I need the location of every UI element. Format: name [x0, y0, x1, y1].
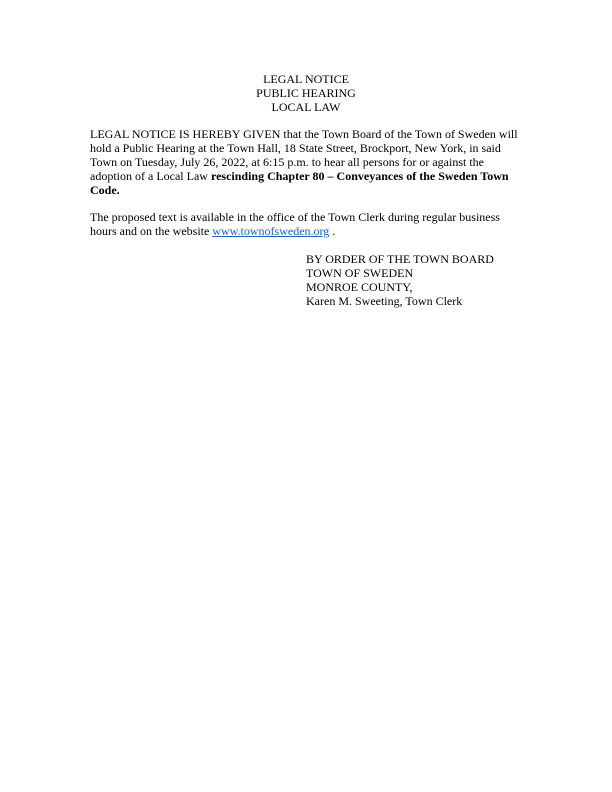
law-title-bold: rescinding Chapter 80 – Conveyances of the Sweden Town	[210, 169, 509, 183]
paragraph-line	[90, 224, 530, 238]
availability-paragraph	[90, 210, 530, 238]
heading-public-hearing: PUBLIC HEARING	[256, 86, 356, 100]
notice-heading	[0, 72, 612, 114]
signature-line-order: BY ORDER OF THE TOWN BOARD	[306, 252, 494, 266]
heading-legal-notice: LEGAL NOTICE	[263, 72, 349, 86]
signature-block	[306, 252, 586, 308]
notice-body-paragraph	[90, 127, 530, 197]
signature-line-town: TOWN OF SWEDEN	[306, 266, 414, 280]
paragraph-line: LEGAL NOTICE IS HEREBY GIVEN that the Town Board of the Town of Sweden will	[90, 127, 518, 141]
signature-line-clerk: Karen M. Sweeting, Town Clerk	[306, 294, 463, 308]
website-link[interactable]: www.townofsweden.org	[212, 224, 330, 238]
paragraph-line: hold a Public Hearing at the Town Hall, 18 State Street, Brockport, New York, in said	[90, 141, 501, 155]
paragraph-text: hours and on the website	[90, 224, 213, 238]
paragraph-text: .	[329, 224, 336, 238]
paragraph-text: adoption of a Local Law	[90, 169, 211, 183]
law-title-bold-end: Code.	[90, 183, 120, 197]
heading-local-law: LOCAL LAW	[271, 100, 341, 114]
paragraph-line: Town on Tuesday, July 26, 2022, at 6:15 p.m. to hear all persons for or against the	[90, 155, 485, 169]
paragraph-line: The proposed text is available in the office of the Town Clerk during regular business	[90, 210, 500, 224]
paragraph-line	[90, 169, 530, 183]
signature-line-county: MONROE COUNTY,	[306, 280, 413, 294]
